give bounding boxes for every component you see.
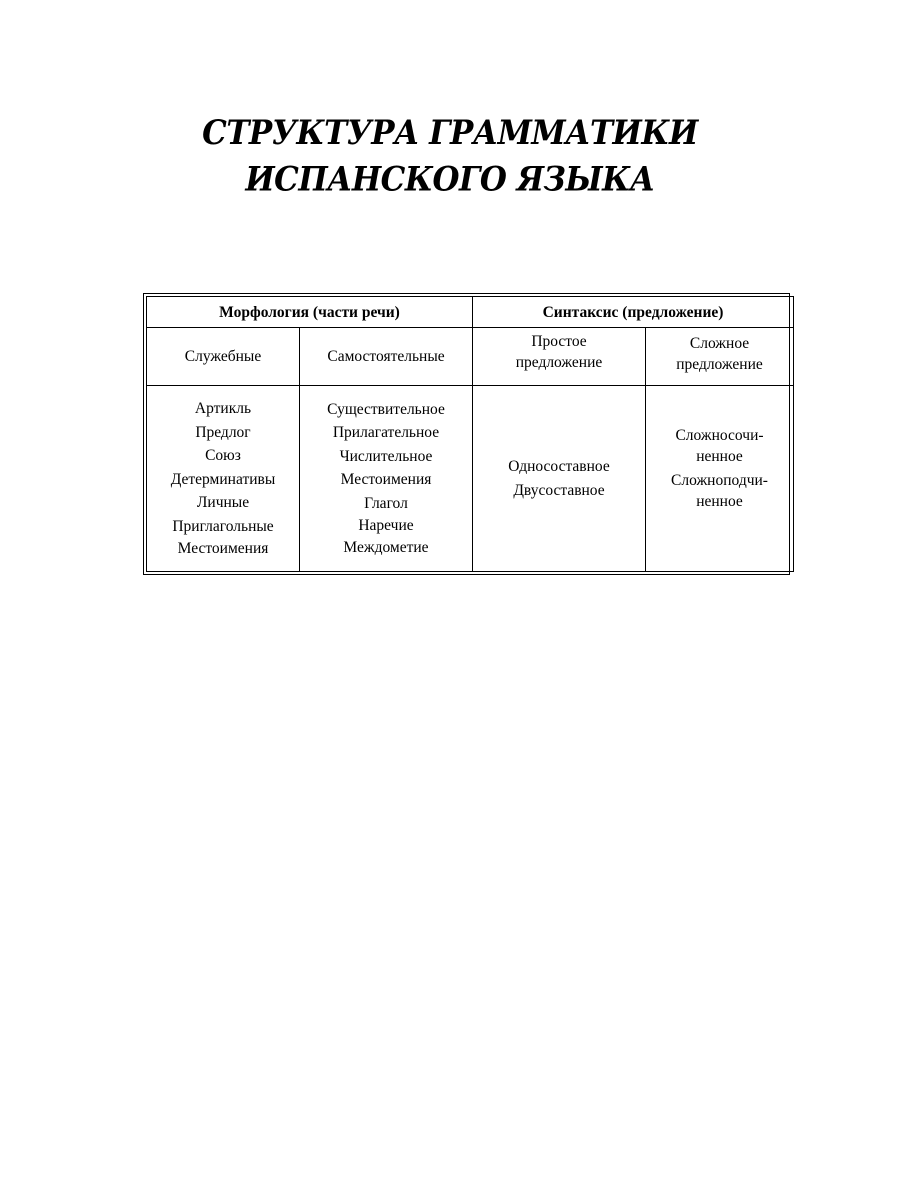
complex-item-1-line-1: Сложносочи- <box>675 427 764 444</box>
table-subheader-row <box>147 328 794 386</box>
subheader-simple-sentence <box>473 328 646 386</box>
list-item: Детерминативы <box>170 470 276 488</box>
list-item: Прилагательное <box>332 424 440 442</box>
grammar-structure-table <box>146 296 794 572</box>
service-parts-cell <box>147 386 300 572</box>
list-item: Союз <box>205 447 241 464</box>
independent-parts-cell <box>300 386 473 572</box>
list-item: Односоставное <box>508 458 610 475</box>
list-item: Местоимения <box>177 540 269 557</box>
list-item: Междометие <box>343 539 429 557</box>
list-item: Существительное <box>327 400 445 418</box>
complex-item-2-line-1: Сложноподчи- <box>671 472 768 489</box>
list-item: Предлог <box>195 423 251 441</box>
list-item: Числительное <box>339 447 433 465</box>
page-title <box>0 111 900 204</box>
subheader-complex-line-1: Сложное <box>689 335 750 352</box>
list-item: Глагол <box>364 494 408 512</box>
simple-sentence-cell <box>473 386 646 572</box>
complex-sentence-cell <box>646 386 794 572</box>
header-syntax: Синтаксис (предложение) <box>473 297 794 328</box>
complex-item-2-line-2: ненное <box>696 493 743 510</box>
subheader-complex-line-2: предложение <box>676 356 763 373</box>
subheader-simple-line-1: Простое <box>531 333 587 350</box>
list-item: Двусоставное <box>513 481 605 499</box>
table-header-row <box>147 297 794 328</box>
subheader-complex-sentence <box>646 328 794 386</box>
grammar-table-frame <box>143 293 790 575</box>
table-body-row <box>147 386 794 572</box>
list-item: Приглагольные <box>172 517 274 535</box>
list-item: Наречие <box>358 517 414 535</box>
subheader-simple-line-2: предложение <box>515 354 603 371</box>
list-item: Местоимения <box>340 471 432 489</box>
subheader-independent: Самостоятельные <box>300 328 473 386</box>
page-title-line-2: ИСПАНСКОГО ЯЗЫКА <box>245 160 655 200</box>
page-title-line-1: СТРУКТУРА ГРАММАТИКИ <box>202 113 698 153</box>
list-item: Артикль <box>194 400 252 417</box>
header-morphology: Морфология (части речи) <box>147 297 473 328</box>
complex-item-1-line-2: ненное <box>696 448 743 465</box>
subheader-service: Служебные <box>147 328 300 386</box>
list-item: Личные <box>196 494 250 511</box>
